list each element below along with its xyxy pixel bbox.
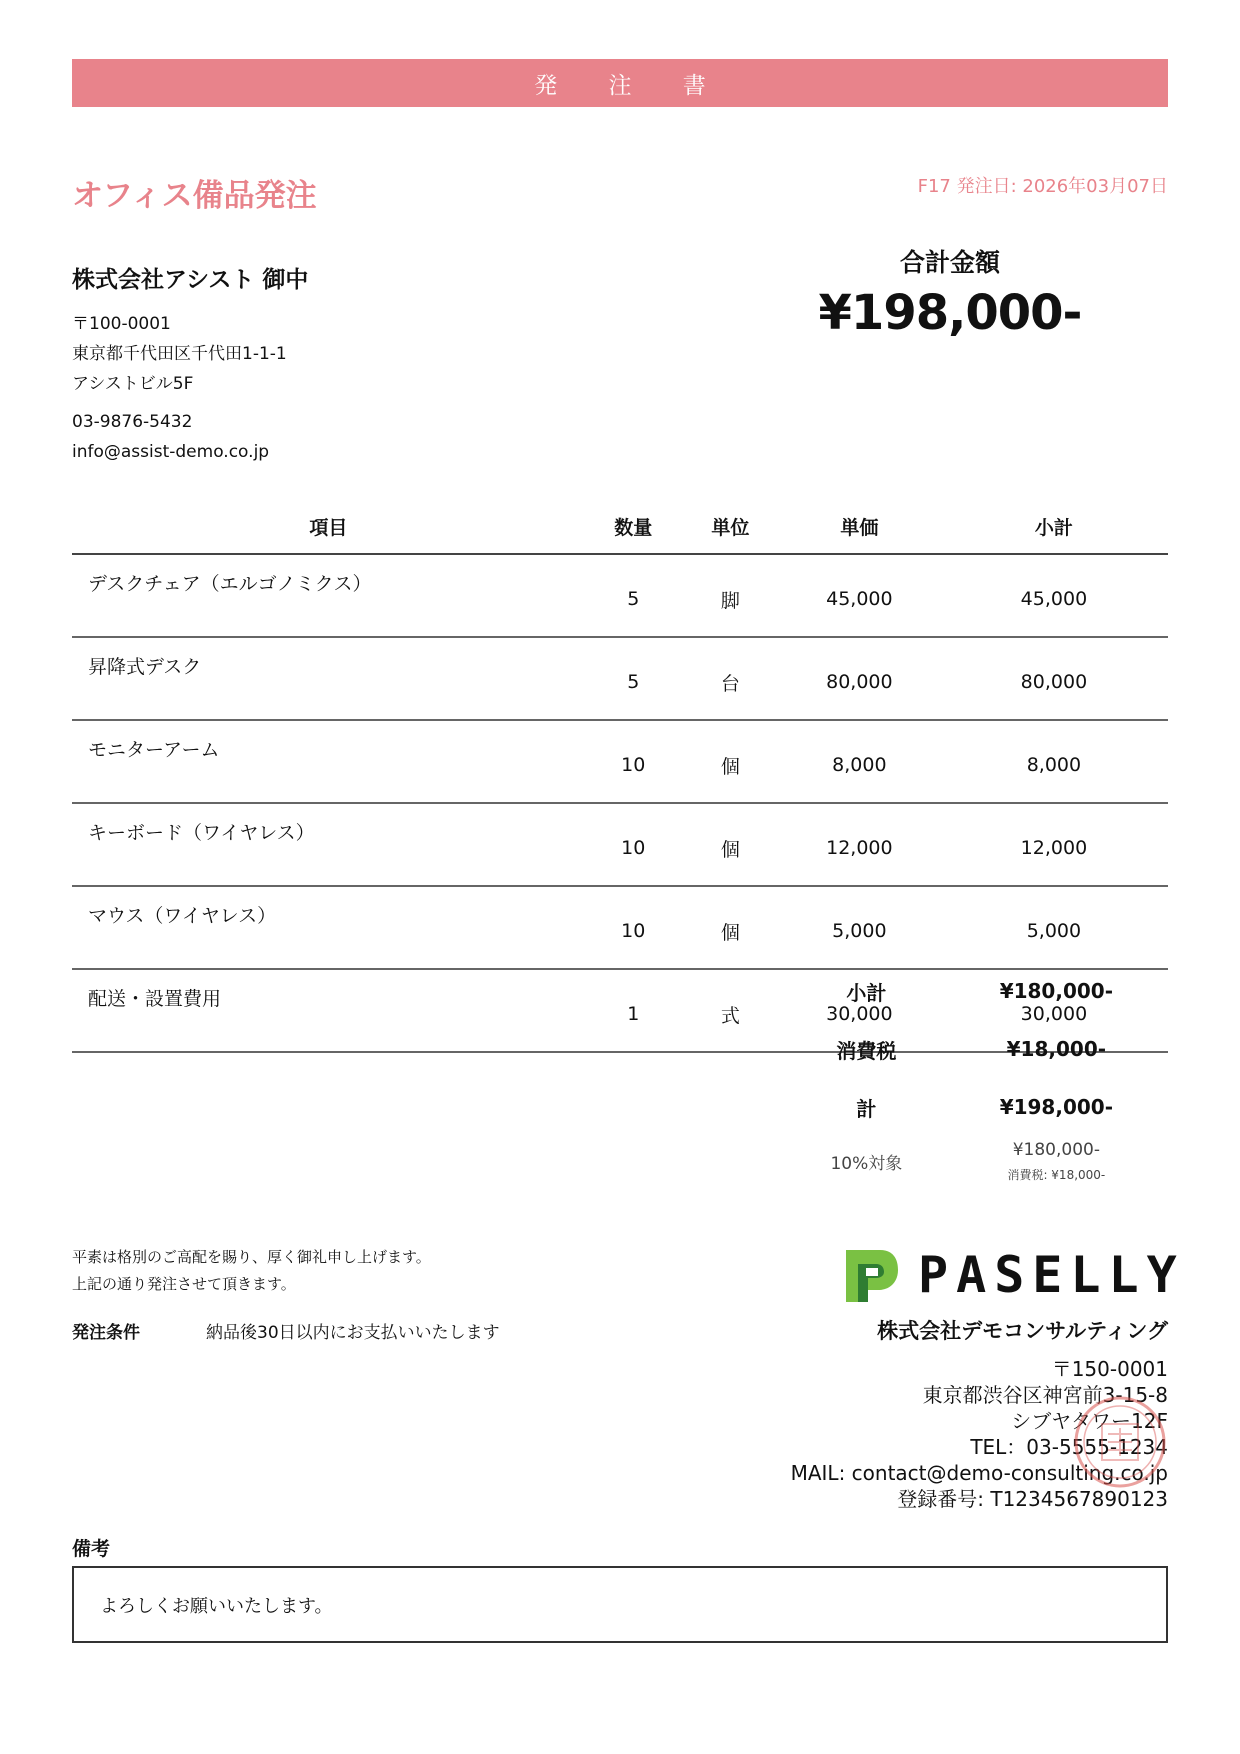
summary-tax-value: ¥18,000- <box>1006 1037 1107 1061</box>
doc-type-label: 発 注 書 <box>534 72 728 99</box>
totals-summary <box>788 962 1168 1136</box>
cell-unit: 式 <box>682 969 779 1052</box>
table-row <box>72 554 1168 637</box>
conditions-value: 納品後30日以内にお支払いいたします <box>206 1323 500 1343</box>
cell-unit: 個 <box>682 803 779 886</box>
summary-tax-label: 消費税 <box>836 1038 897 1063</box>
cell-item: キーボード（ワイヤレス） <box>72 803 585 886</box>
summary-subtotal-row <box>788 962 1168 1020</box>
cell-unit-price: 12,000 <box>779 803 940 886</box>
cell-quantity: 10 <box>585 720 682 803</box>
tax-rate-label: 10%対象 <box>830 1154 903 1174</box>
company-seal-stamp-icon <box>1070 1392 1170 1492</box>
conditions-label: 発注条件 <box>72 1323 140 1343</box>
grand-total-amount: ¥198,000- <box>818 285 1082 341</box>
table-header-row <box>72 500 1168 554</box>
cell-quantity: 10 <box>585 886 682 969</box>
cell-unit-price: 80,000 <box>779 637 940 720</box>
cell-unit: 個 <box>682 720 779 803</box>
remarks-box <box>72 1566 1168 1643</box>
document-title: オフィス備品発注 <box>72 178 317 214</box>
recipient-address-line1: 東京都千代田区千代田1-1-1 <box>72 344 287 364</box>
header-quantity: 数量 <box>585 500 682 554</box>
cell-unit-price: 5,000 <box>779 886 940 969</box>
summary-subtotal-label: 小計 <box>846 980 887 1005</box>
remarks-text: よろしくお願いいたします。 <box>100 1595 333 1617</box>
header-unit-price: 単価 <box>779 500 940 554</box>
cell-subtotal: 12,000 <box>940 803 1168 886</box>
recipient-block <box>72 265 308 467</box>
recipient-address-line2: アシストビル5F <box>72 374 194 394</box>
document-meta: F17 発注日: 2026年03月07日 <box>917 176 1168 197</box>
cell-unit-price: 45,000 <box>779 554 940 637</box>
cell-subtotal: 45,000 <box>940 554 1168 637</box>
cell-item: 配送・設置費用 <box>72 969 585 1052</box>
cell-item: 昇降式デスク <box>72 637 585 720</box>
cell-subtotal: 8,000 <box>940 720 1168 803</box>
cell-subtotal: 30,000 <box>940 969 1168 1052</box>
sender-tel: TEL：03-5555-1234 <box>970 1435 1168 1459</box>
cell-quantity: 5 <box>585 554 682 637</box>
greeting-line1: 平素は格別のご高配を賜り、厚く御礼申し上げます。 <box>72 1248 431 1266</box>
recipient-name: 株式会社アシスト 御中 <box>72 267 309 293</box>
greeting-text <box>72 1244 431 1298</box>
summary-total-row <box>788 1078 1168 1136</box>
cell-item: モニターアーム <box>72 720 585 803</box>
sender-mail: MAIL: contact@demo-consulting.co.jp <box>790 1461 1168 1485</box>
table-row <box>72 803 1168 886</box>
logo-wordmark: PASELLY <box>918 1246 1185 1304</box>
cell-unit: 個 <box>682 886 779 969</box>
cell-quantity: 1 <box>585 969 682 1052</box>
cell-subtotal: 80,000 <box>940 637 1168 720</box>
sender-address-line1: 東京都渋谷区神宮前3-15-8 <box>922 1383 1168 1407</box>
logo-mark-icon <box>840 1244 902 1306</box>
tax-rate-tax: 消費税: ¥18,000- <box>1007 1168 1106 1182</box>
doc-type-banner <box>72 59 1168 107</box>
header-subtotal: 小計 <box>940 500 1168 554</box>
table-row <box>72 886 1168 969</box>
tax-rate-breakdown <box>788 1140 1168 1183</box>
cell-subtotal: 5,000 <box>940 886 1168 969</box>
cell-unit: 脚 <box>682 554 779 637</box>
table-row <box>72 637 1168 720</box>
cell-item: デスクチェア（エルゴノミクス） <box>72 554 585 637</box>
header-unit: 単位 <box>682 500 779 554</box>
cell-unit: 台 <box>682 637 779 720</box>
summary-subtotal-value: ¥180,000- <box>999 979 1113 1003</box>
greeting-line2: 上記の通り発注させて頂きます。 <box>72 1275 296 1293</box>
cell-unit-price: 30,000 <box>779 969 940 1052</box>
cell-quantity: 10 <box>585 803 682 886</box>
table-row <box>72 720 1168 803</box>
sender-address-line2: シブヤタワー12F <box>1011 1409 1168 1433</box>
company-logo <box>840 1244 1185 1306</box>
recipient-email: info@assist-demo.co.jp <box>72 442 270 462</box>
tax-rate-base: ¥180,000- <box>1012 1140 1100 1160</box>
remarks-title: 備考 <box>72 1538 111 1560</box>
header-item: 項目 <box>72 500 585 554</box>
cell-item: マウス（ワイヤレス） <box>72 886 585 969</box>
grand-total-box <box>790 243 1110 341</box>
sender-postal: 〒150-0001 <box>1051 1357 1168 1381</box>
recipient-postal: 〒100-0001 <box>72 314 171 334</box>
sender-registration: 登録番号: T1234567890123 <box>897 1487 1168 1511</box>
summary-tax-row <box>788 1020 1168 1078</box>
sender-name: 株式会社デモコンサルティング <box>877 1319 1168 1343</box>
summary-total-label: 計 <box>856 1096 877 1121</box>
recipient-phone: 03-9876-5432 <box>72 412 193 432</box>
summary-total-value: ¥198,000- <box>999 1095 1113 1119</box>
order-conditions <box>72 1318 500 1343</box>
cell-quantity: 5 <box>585 637 682 720</box>
cell-unit-price: 8,000 <box>779 720 940 803</box>
grand-total-label: 合計金額 <box>899 248 1000 277</box>
